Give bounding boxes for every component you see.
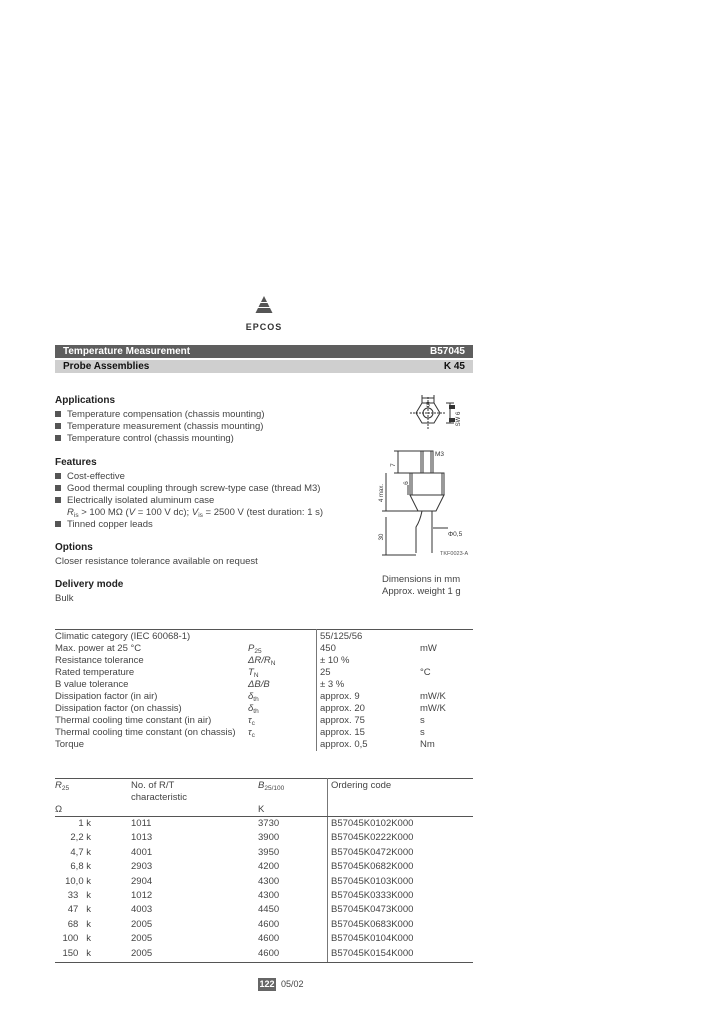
cell-rt-characteristic: 1011 [131, 818, 152, 829]
cell-ordering-code: B57045K0333K000 [331, 890, 414, 901]
cell-resistance: 10,0 k [65, 875, 91, 887]
cell-rt-characteristic: 2903 [131, 861, 153, 873]
cell-resistance: 47 k [67, 904, 91, 916]
spec-symbol: $\tau_c$ [248, 715, 255, 727]
spec-unit: mW/K [420, 703, 446, 714]
bullet-icon [55, 411, 61, 417]
spec-value: approx. 75 [320, 715, 365, 726]
col-header-code: Ordering code [331, 780, 392, 791]
col-header-rt-1: No. of R/T [131, 780, 175, 791]
delivery-text: Bulk [55, 593, 74, 604]
dim-diameter-label: Φ0,5 [448, 531, 463, 538]
options-text: Closer resistance tolerance available on request [55, 556, 258, 567]
header-bar [55, 345, 473, 358]
cell-rt-characteristic: 2005 [131, 933, 153, 945]
insulation-spec: $R_{is} > 100$ MΩ (V = 100 V dc); $V_{is} = 2500$ V (test duration: 1 s) [67, 507, 324, 519]
col-header-b: $B_{25/100}$ [258, 780, 285, 792]
spec-value: ± 10 % [320, 655, 350, 666]
cell-resistance: 1 k [78, 818, 91, 829]
cell-ordering-code: B57045K0104K000 [331, 933, 414, 945]
page-number: 122 [259, 979, 275, 989]
ordering-top-rule [55, 778, 473, 779]
spec-value: approx. 20 [320, 703, 365, 714]
cell-b-value: 4600 [258, 947, 280, 959]
table-row [55, 832, 473, 845]
dim-7-label: 7 [390, 463, 397, 467]
cell-b-value: 4450 [258, 904, 280, 916]
spec-value: 25 [320, 667, 331, 678]
type-code: K 45 [443, 361, 465, 372]
application-item: Temperature control (chassis mounting) [55, 433, 234, 445]
col-header-r25: $R_{25}$ [55, 780, 70, 792]
spec-label: Max. power at 25 °C [55, 643, 142, 654]
cell-resistance: 6,8 k [70, 861, 91, 873]
subcategory-title: Probe Assemblies [63, 361, 150, 372]
spec-symbol: $\delta_{th}$ [248, 703, 259, 715]
table-row [55, 876, 473, 889]
spec-symbol: ΔB/B [248, 679, 270, 690]
options-heading: Options [55, 542, 93, 553]
cell-resistance: 68 k [67, 918, 91, 930]
cell-resistance: 100 k [62, 933, 91, 945]
subheader-bar [55, 360, 473, 373]
cell-rt-characteristic: 2904 [131, 875, 153, 887]
spec-label: Climatic category (IEC 60068-1) [55, 631, 191, 642]
table-row [55, 933, 473, 946]
cell-ordering-code: B57045K0222K000 [331, 832, 414, 844]
part-number: B57045 [429, 346, 465, 357]
feature-item: Good thermal coupling through screw-type case (thread M3) [55, 483, 320, 495]
spec-label: Rated temperature [55, 667, 135, 678]
table-row [55, 861, 473, 874]
spec-symbol: $\delta_{th}$ [248, 691, 259, 703]
cell-rt-characteristic: 1013 [131, 832, 153, 844]
col-header-rt-2: characteristic [131, 792, 187, 803]
specs-top-rule [55, 629, 473, 630]
spec-value: approx. 0,5 [320, 739, 368, 750]
cell-b-value: 4600 [258, 918, 280, 930]
bullet-icon [55, 497, 61, 503]
dim-5-label: 5 [426, 402, 430, 409]
spec-symbol: $T_N$ [248, 667, 259, 679]
cell-rt-characteristic: 4003 [131, 904, 153, 916]
ordering-bottom-rule [55, 962, 473, 963]
table-row [55, 904, 473, 917]
cell-b-value: 3900 [258, 832, 280, 844]
spec-value: 450 [320, 643, 336, 654]
epcos-triangle-icon [252, 296, 276, 316]
cell-ordering-code: B57045K0683K000 [331, 918, 414, 930]
bullet-icon [55, 423, 61, 429]
delivery-heading: Delivery mode [55, 579, 124, 590]
cell-ordering-code: B57045K0103K000 [331, 875, 414, 887]
spec-value: 55/125/56 [320, 631, 363, 642]
table-row [55, 948, 473, 961]
table-row [55, 890, 473, 903]
cell-rt-characteristic: 4001 [131, 846, 153, 858]
spec-symbol: $\Delta R/R_N$ [248, 655, 276, 667]
unit-ohm: Ω [55, 804, 63, 815]
cell-rt-characteristic: 1012 [131, 890, 153, 901]
cell-ordering-code: B57045K0472K000 [331, 846, 414, 858]
dim-4-label: 4 max. [379, 483, 385, 503]
cell-resistance: 150 k [62, 947, 91, 959]
cell-b-value: 3730 [258, 818, 280, 829]
dim-m3-label: M3 [435, 451, 445, 458]
edition-date: 05/02 [281, 979, 304, 989]
spec-value: ± 3 % [320, 679, 345, 690]
spec-symbol: $P_{25}$ [248, 643, 262, 655]
table-row [55, 818, 473, 831]
cell-resistance: 2,2 k [70, 832, 91, 844]
application-item: Temperature compensation (chassis mounting) [55, 409, 264, 421]
table-row [55, 847, 473, 860]
feature-item: Tinned copper leads [55, 519, 153, 531]
dimension-drawing [378, 393, 474, 565]
spec-label: Resistance tolerance [55, 655, 144, 666]
cell-rt-characteristic: 2005 [131, 918, 153, 930]
spec-label: Thermal cooling time constant (on chassis) [55, 727, 236, 738]
bullet-icon [55, 435, 61, 441]
dimensions-note: Dimensions in mm [382, 574, 461, 585]
spec-label: B value tolerance [55, 679, 129, 690]
dim-sw-label: SW 6 [456, 411, 462, 427]
unit-kelvin: K [258, 804, 265, 815]
dim-6-label: 6 [403, 481, 410, 485]
brand-name: EPCOS [245, 322, 283, 332]
application-item: Temperature measurement (chassis mounting) [55, 421, 263, 433]
cell-b-value: 3950 [258, 846, 280, 858]
spec-unit: mW [420, 643, 437, 654]
cell-ordering-code: B57045K0473K000 [331, 904, 414, 916]
spec-value: approx. 15 [320, 727, 365, 738]
spec-label: Dissipation factor (in air) [55, 691, 158, 702]
weight-note: Approx. weight 1 g [382, 586, 461, 597]
drawing-code: TKF0023-A [440, 551, 469, 557]
spec-unit: s [420, 727, 425, 738]
bullet-icon [55, 521, 61, 527]
spec-unit: mW/K [420, 691, 446, 702]
bullet-icon [55, 473, 61, 479]
spec-value: approx. 9 [320, 691, 360, 702]
cell-ordering-code: B57045K0154K000 [331, 947, 414, 959]
cell-rt-characteristic: 2005 [131, 947, 153, 959]
specs-column-divider [316, 629, 317, 751]
dim-lead-label: 30 [379, 533, 385, 541]
cell-b-value: 4600 [258, 933, 280, 945]
spec-unit: °C [420, 667, 431, 678]
spec-label: Dissipation factor (on chassis) [55, 703, 182, 714]
cell-b-value: 4300 [258, 890, 280, 901]
spec-unit: s [420, 715, 425, 726]
cell-ordering-code: B57045K0682K000 [331, 861, 414, 873]
feature-item: Cost-effective [55, 471, 125, 483]
category-title: Temperature Measurement [63, 346, 191, 357]
table-row [55, 919, 473, 932]
bullet-icon [55, 485, 61, 491]
spec-symbol: $\tau_c$ [248, 727, 255, 739]
dim-arrow [449, 418, 455, 422]
feature-item: Electrically isolated aluminum case [55, 495, 214, 507]
ordering-header-rule [55, 816, 473, 817]
features-heading: Features [55, 457, 97, 468]
cell-resistance: 33 k [67, 890, 91, 901]
cell-ordering-code: B57045K0102K000 [331, 818, 414, 829]
epcos-logo [236, 296, 292, 332]
spec-label: Thermal cooling time constant (in air) [55, 715, 212, 726]
dim-arrow [449, 405, 455, 409]
spec-unit: Nm [420, 739, 435, 750]
applications-heading: Applications [55, 395, 116, 406]
spec-label: Torque [55, 739, 85, 750]
cell-b-value: 4300 [258, 875, 280, 887]
cell-b-value: 4200 [258, 861, 280, 873]
cell-resistance: 4,7 k [70, 846, 91, 858]
